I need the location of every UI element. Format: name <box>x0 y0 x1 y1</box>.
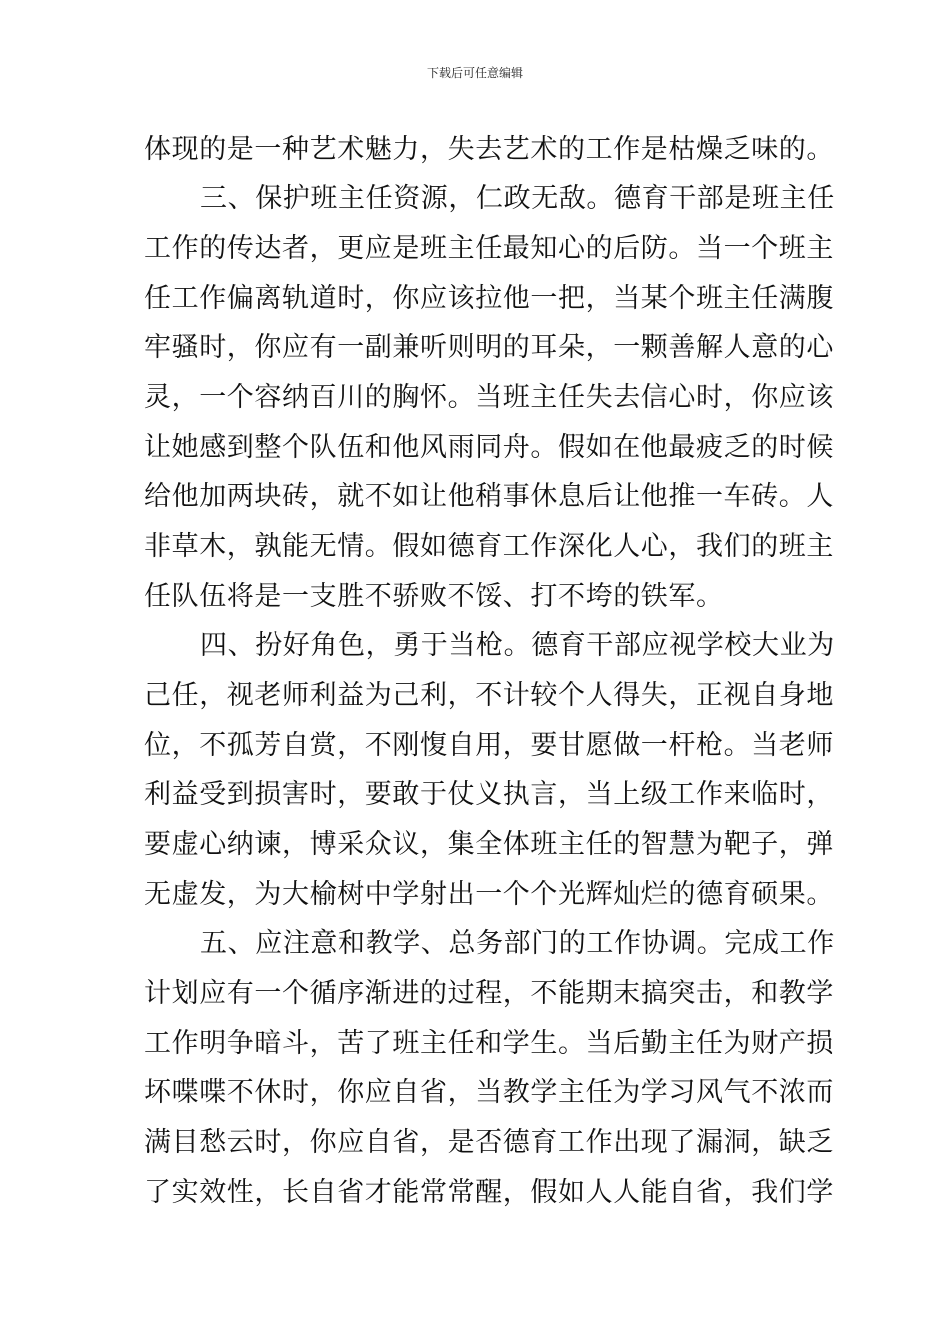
text-line: 计划应有一个循序渐进的过程，不能期末搞突击，和教学 <box>144 978 834 1009</box>
paragraph-heading-line: 三、保护班主任资源，仁政无敌。德育干部是班主任 <box>200 183 835 214</box>
text-line: 利益受到损害时，要敢于仗义执言，当上级工作来临时， <box>144 779 834 810</box>
text-line: 任工作偏离轨道时，你应该拉他一把，当某个班主任满腹 <box>144 283 834 314</box>
text-line: 工作的传达者，更应是班主任最知心的后防。当一个班主 <box>144 233 834 264</box>
text-line: 灵，一个容纳百川的胸怀。当班主任失去信心时，你应该 <box>144 382 834 413</box>
text-line: 满目愁云时，你应自省，是否德育工作出现了漏洞，缺乏 <box>144 1127 834 1158</box>
text-line: 工作明争暗斗，苦了班主任和学生。当后勤主任为财产损 <box>144 1028 834 1059</box>
paragraph-heading-line: 五、应注意和教学、总务部门的工作协调。完成工作 <box>200 928 835 959</box>
text-line: 无虚发，为大榆树中学射出一个个光辉灿烂的德育硕果。 <box>144 879 834 910</box>
page-header: 下载后可任意编辑 <box>426 66 523 80</box>
text-line: 给他加两块砖，就不如让他稍事休息后让他推一车砖。人 <box>144 481 834 512</box>
paragraph-heading-line: 四、扮好角色，勇于当枪。德育干部应视学校大业为 <box>200 630 835 661</box>
text-line: 坏喋喋不休时，你应自省，当教学主任为学习风气不浓而 <box>144 1077 834 1108</box>
text-line: 让她感到整个队伍和他风雨同舟。假如在他最疲乏的时候 <box>144 432 834 463</box>
text-line: 非草木，孰能无情。假如德育工作深化人心，我们的班主 <box>144 531 834 562</box>
text-line: 了实效性，长自省才能常常醒，假如人人能自省，我们学 <box>144 1177 834 1208</box>
text-line: 体现的是一种艺术魅力，失去艺术的工作是枯燥乏味的。 <box>144 134 834 165</box>
text-line: 己任，视老师利益为己利，不计较个人得失，正视自身地 <box>144 680 834 711</box>
text-line: 任队伍将是一支胜不骄败不馁、打不垮的铁军。 <box>144 581 724 612</box>
text-line: 要虚心纳谏，博采众议，集全体班主任的智慧为靶子，弹 <box>144 829 834 860</box>
text-line: 位，不孤芳自赏，不刚愎自用，要甘愿做一杆枪。当老师 <box>144 730 834 761</box>
text-line: 牢骚时，你应有一副兼听则明的耳朵，一颗善解人意的心 <box>144 332 834 363</box>
